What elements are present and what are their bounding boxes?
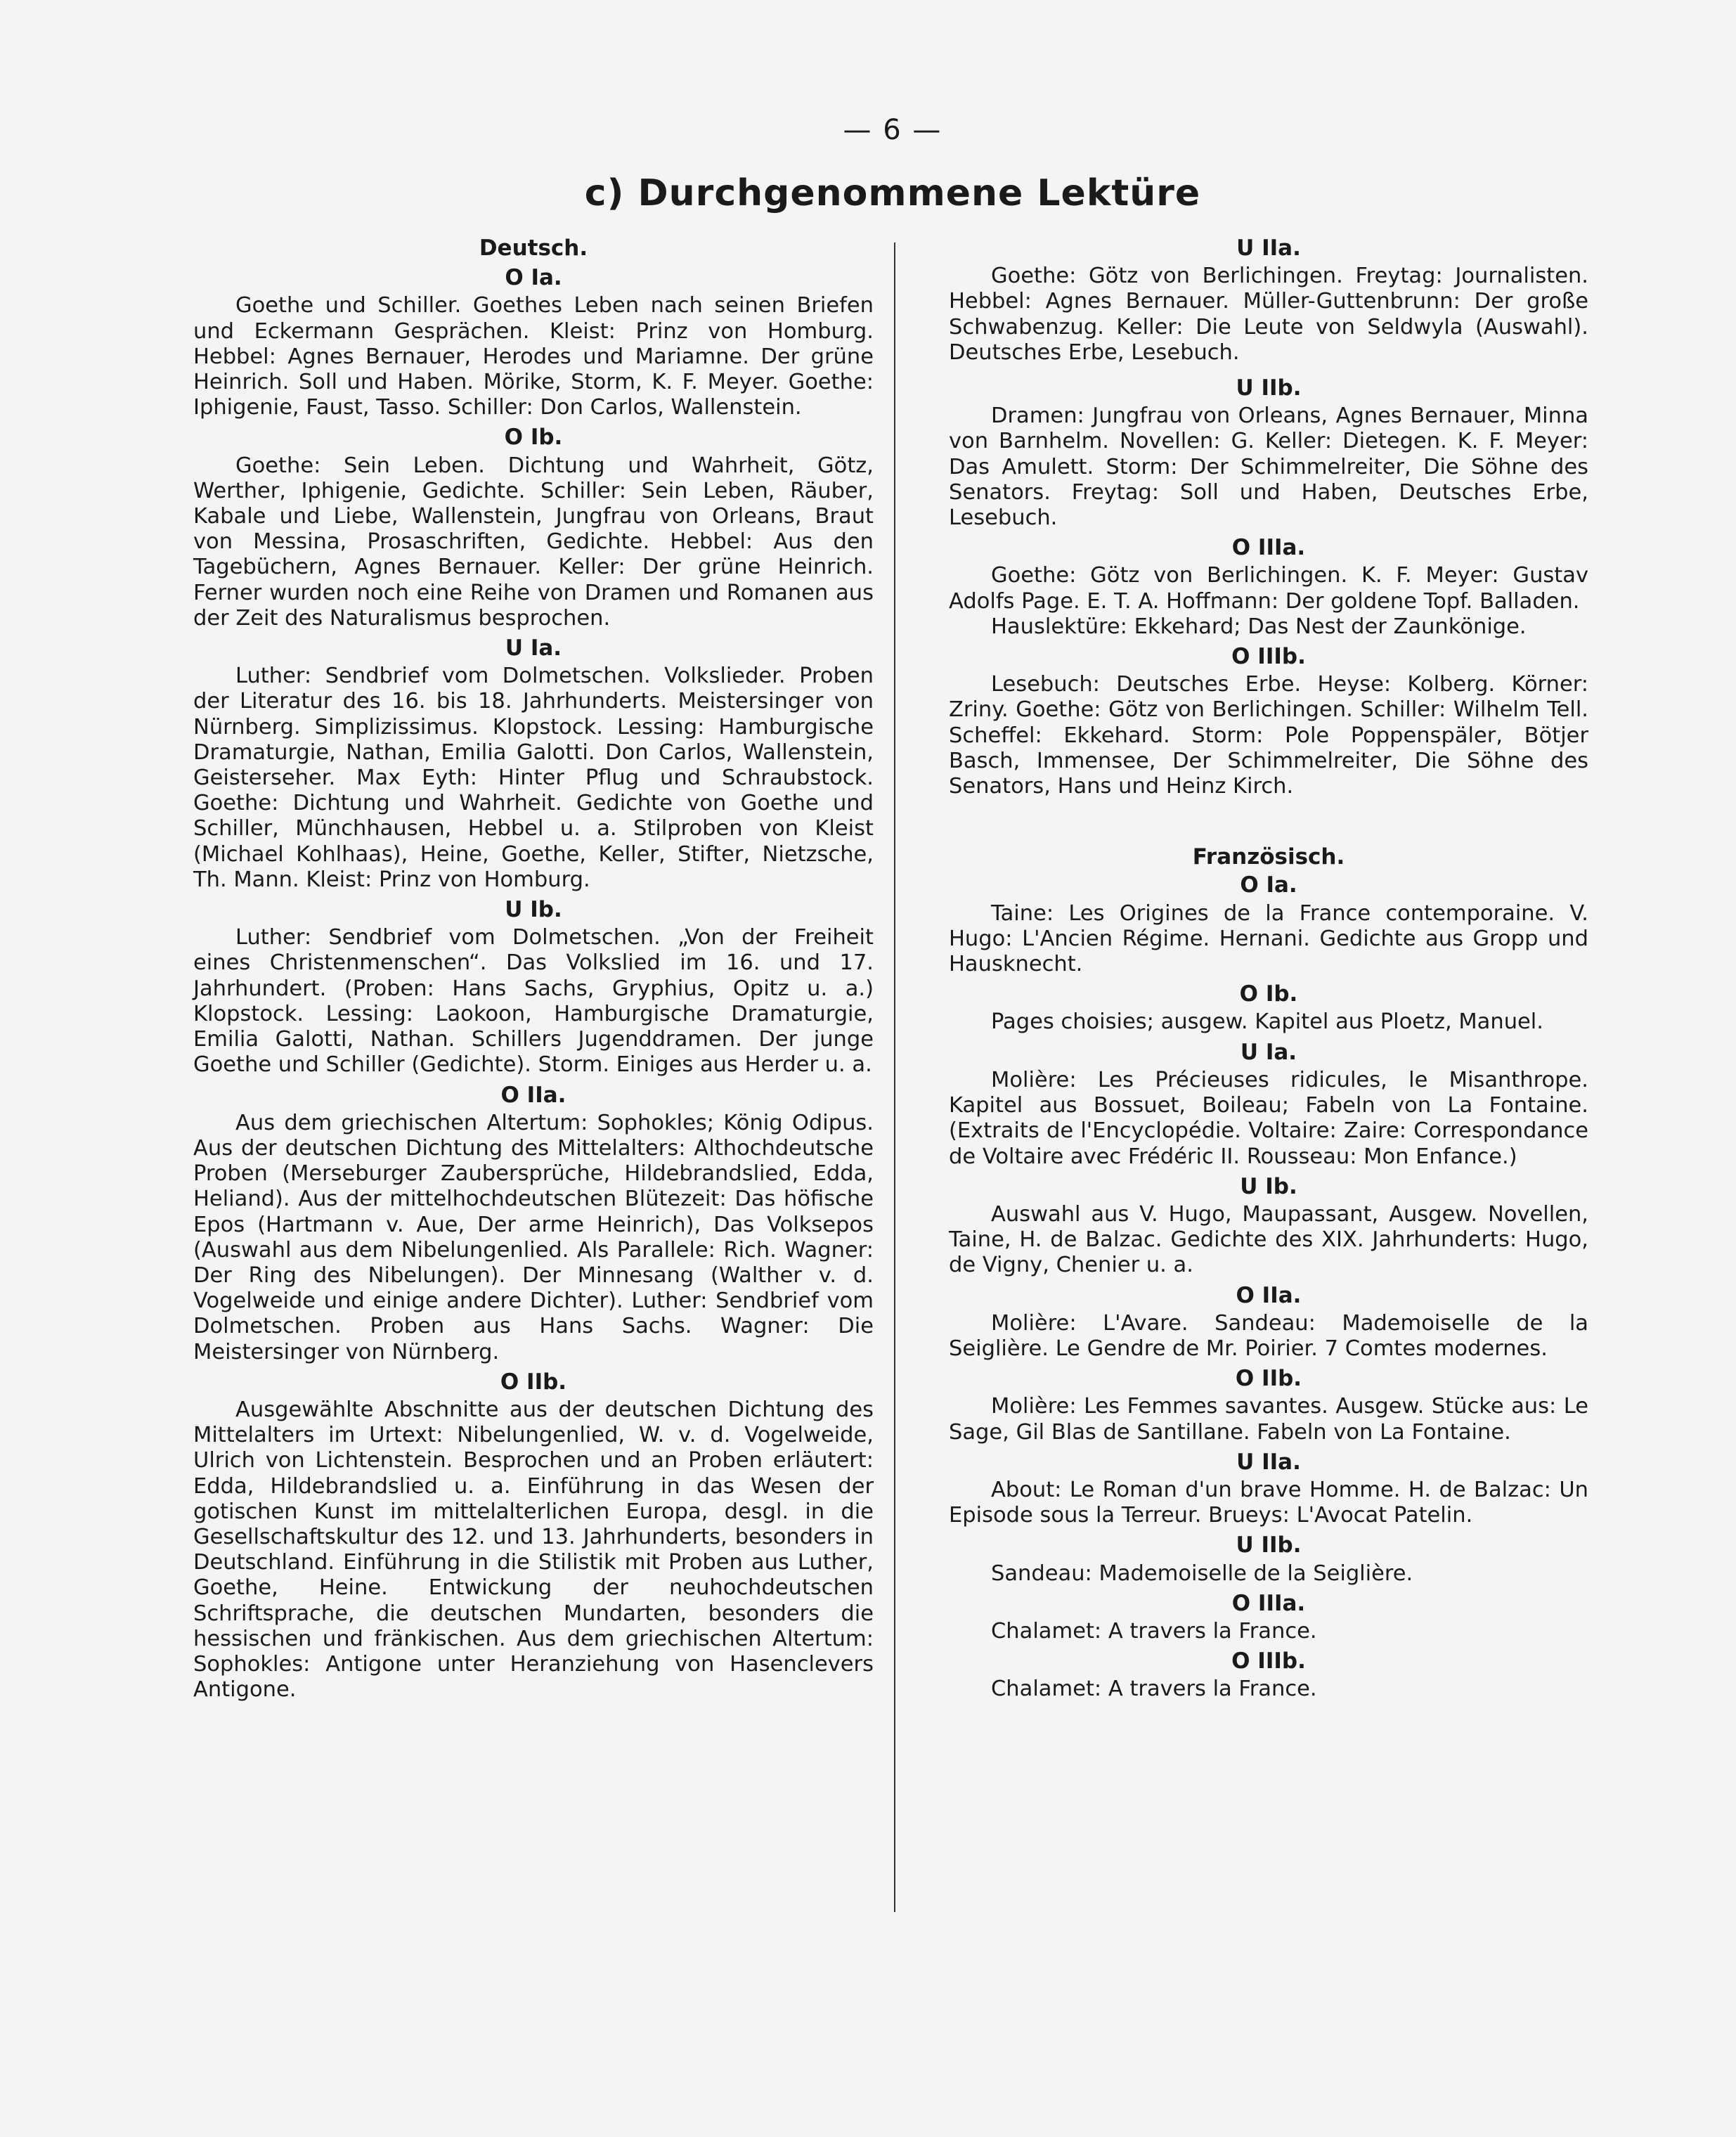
grade-heading: O Ib. <box>1239 981 1298 1007</box>
grade-heading: U IIb. <box>1236 1532 1302 1558</box>
grade-heading: O IIIb. <box>1231 644 1306 670</box>
reading-list: Pages choisies; ausgew. Kapitel aus Ploetz, Manuel. <box>991 1009 1543 1035</box>
grade-heading: O Ia. <box>1240 872 1297 898</box>
franz-section-u-ib <box>949 1174 1588 1279</box>
reading-list: Sandeau: Mademoiselle de la Seiglière. <box>991 1561 1413 1586</box>
franz-section-o-ib <box>949 981 1588 1035</box>
page-title: c) Durchgenommene Lektüre <box>584 172 1201 214</box>
grade-heading: U IIb. <box>1236 375 1302 401</box>
grade-heading: O IIb. <box>500 1369 567 1395</box>
grade-heading: O Ia. <box>505 265 562 291</box>
page-number: — 6 — <box>843 114 943 146</box>
reading-list: Lesebuch: Deutsches Erbe. Heyse: Kolberg. Körner: Zriny. Goethe: Götz von Berlichingen. Schiller: Wilhelm Tell. Scheffel: Ekkehard. Storm: Pole Poppenspäler, Bötjer Basch, Immensee, Der Schimmelreiter, Die Söhne des Senators, Hans und Heinz Kirch. <box>949 672 1588 799</box>
franz-section-o-iiia <box>949 1591 1588 1644</box>
reading-list: Molière: Les Précieuses ridicules, le Misanthrope. Kapitel aus Bossuet, Boileau; Fabeln von La Fontaine. (Extraits de l'Encyclopédie. Voltaire: Zaire: Correspondance de Voltaire avec Frédéric II. Rousseau: Mon Enfance.) <box>949 1067 1588 1169</box>
grade-heading: U Ib. <box>505 897 562 923</box>
right-column <box>949 235 1588 1705</box>
franz-section-o-iia <box>949 1283 1588 1362</box>
reading-list: Aus dem griechischen Altertum: Sophokles; König Odipus. Aus der deutschen Dichtung des Mittelalters: Althochdeutsche Proben (Merseburger Zaubersprüche, Hildebrandslied, Edda, Heliand). Aus der mittelhochdeutschen Blütezeit: Das höfische Epos (Hartmann v. Aue, Der arme Heinrich), Das Volksepos (Auswahl aus dem Nibelungenlied. Als Parallele: Rich. Wagner: Der Ring des Nibelungen). Der Minnesang (Walther v. d. Vogelweide und einige andere Dichter). Luther: Sendbrief vom Dolmetschen. Proben aus Hans Sachs. Wagner: Die Meistersinger von Nürnberg. <box>193 1110 874 1364</box>
grade-heading: O IIa. <box>1236 1282 1302 1308</box>
reading-list: About: Le Roman d'un brave Homme. H. de Balzac: Un Episode sous la Terreur. Brueys: L'Avocat Patelin. <box>949 1477 1588 1528</box>
reading-list: Luther: Sendbrief vom Dolmetschen. „Von der Freiheit eines Christenmenschen“. Das Volkslied im 16. und 17. Jahrhundert. (Proben: Hans Sachs, Gryphius, Opitz u. a.) Klopstock. Lessing: Laokoon, Hamburgische Dramaturgie, Emilia Galotti, Nathan. Schillers Jugenddramen. Der junge Goethe und Schiller (Gedichte). Storm. Einiges aus Herder u. a. <box>193 925 874 1078</box>
deutsch-section-o-iib <box>193 1369 874 1703</box>
reading-list: Goethe: Götz von Berlichingen. K. F. Meyer: Gustav Adolfs Page. E. T. A. Hoffmann: Der goldene Topf. Balladen. <box>949 563 1588 614</box>
grade-heading: U IIa. <box>1236 235 1301 261</box>
reading-list: Molière: L'Avare. Sandeau: Mademoiselle de la Seiglière. Le Gendre de Mr. Poirier. 7 Comtes modernes. <box>949 1310 1588 1361</box>
column-divider <box>894 243 895 1912</box>
home-reading: Hauslektüre: Ekkehard; Das Nest der Zaunkönige. <box>991 614 1527 639</box>
franz-section-o-ia <box>949 872 1588 977</box>
reading-list: Auswahl aus V. Hugo, Maupassant, Ausgew. Novellen, Taine, H. de Balzac. Gedichte des XIX. Jahrhunderts: Hugo, de Vigny, Chenier u. a. <box>949 1201 1588 1278</box>
grade-heading: O IIIa. <box>1231 535 1306 561</box>
deutsch-section-u-ib <box>193 897 874 1078</box>
reading-list: Goethe: Götz von Berlichingen. Freytag: Journalisten. Hebbel: Agnes Bernauer. Müller-Guttenbrunn: Der große Schwabenzug. Keller: Die Leute von Seldwyla (Auswahl). Deutsches Erbe, Lesebuch. <box>949 264 1588 365</box>
deutsch-section-u-iib <box>949 375 1588 531</box>
grade-heading: U Ia. <box>505 635 562 661</box>
grade-heading: U IIa. <box>1236 1449 1301 1475</box>
reading-list: Chalamet: A travers la France. <box>991 1618 1317 1644</box>
franz-section-u-ia <box>949 1040 1588 1170</box>
grade-heading: U Ia. <box>1240 1039 1297 1065</box>
deutsch-section-u-iia <box>949 235 1588 366</box>
reading-list: Taine: Les Origines de la France contemporaine. V. Hugo: L'Ancien Régime. Hernani. Gedichte aus Gropp und Hausknecht. <box>949 900 1588 977</box>
reading-list: Luther: Sendbrief vom Dolmetschen. Volkslieder. Proben der Literatur des 16. bis 18. Jahrhunderts. Meistersinger von Nürnberg. Simplizissimus. Klopstock. Lessing: Hamburgische Dramaturgie, Nathan, Emilia Galotti. Don Carlos, Wallenstein, Geisterseher. Max Eyth: Hinter Pflug und Schraubstock. Goethe: Dichtung und Wahrheit. Gedichte von Goethe und Schiller, Münchhausen, Hebbel u. a. Stilproben von Kleist (Michael Kohlhaas), Heine, Goethe, Keller, Stifter, Nietzsche, Th. Mann. Kleist: Prinz von Homburg. <box>193 664 874 892</box>
deutsch-section-o-iiib <box>949 644 1588 799</box>
franz-section-o-iib <box>949 1366 1588 1445</box>
deutsch-section-o-iia <box>193 1083 874 1365</box>
franz-section-u-iia <box>949 1450 1588 1529</box>
franz-section-o-iiib <box>949 1648 1588 1702</box>
grade-heading: O IIIb. <box>1231 1648 1306 1674</box>
grade-heading: U Ib. <box>1240 1173 1297 1199</box>
deutsch-section-o-iiia <box>949 535 1588 640</box>
reading-list: Goethe und Schiller. Goethes Leben nach seinen Briefen und Eckermann Gesprächen. Kleist: Prinz von Homburg. Hebbel: Agnes Bernauer, Herodes und Mariamne. Der grüne Heinrich. Soll und Haben. Mörike, Storm, K. F. Meyer. Goethe: Iphigenie, Faust, Tasso. Schiller: Don Carlos, Wallenstein. <box>193 293 874 420</box>
left-column <box>193 235 874 1705</box>
grade-heading: O IIb. <box>1235 1366 1302 1392</box>
reading-list: Goethe: Sein Leben. Dichtung und Wahrheit, Götz, Werther, Iphigenie, Gedichte. Schiller: Sein Leben, Räuber, Kabale und Liebe, Wallenstein, Jungfrau von Orleans, Braut von Messina, Prosaschriften, Gedichte. Hebbel: Aus den Tagebüchern, Agnes Bernauer. Keller: Der grüne Heinrich. Ferner wurden noch eine Reihe von Dramen und Romanen aus der Zeit des Naturalismus besprochen. <box>193 453 874 631</box>
deutsch-section-u-ia <box>193 635 874 893</box>
spacer <box>949 802 1588 844</box>
grade-heading: O IIIa. <box>1231 1590 1306 1616</box>
grade-heading: O IIa. <box>500 1082 566 1108</box>
franz-section-u-iib <box>949 1532 1588 1586</box>
grade-heading: O Ib. <box>504 425 563 451</box>
reading-list: Ausgewählte Abschnitte aus der deutschen Dichtung des Mittelalters im Urtext: Nibelungenlied, W. v. d. Vogelweide, Ulrich von Lichtenstein. Besprochen und an Proben erläutert: Edda, Hildebrandslied u. a. Einführung in das Wesen der gotischen Kunst im mittelalterlichen Europa, desgl. in die Gesellschaftskultur des 12. und 13. Jahrhunderts, besonders in Deutschland. Einführung in die Stilistik mit Proben aus Luther, Goethe, Heine. Entwickung der neuhochdeutschen Schriftsprache, die deutschen Mundarten, besonders die hessischen und fränkischen. Aus dem griechischen Altertum: Sophokles: Antigone unter Heranziehung von Hasenclevers Antigone. <box>193 1397 874 1703</box>
subject-heading-deutsch: Deutsch. <box>479 235 588 261</box>
deutsch-section-o-ia <box>193 265 874 420</box>
subject-heading-franzoesisch: Französisch. <box>1192 844 1345 870</box>
reading-list: Dramen: Jungfrau von Orleans, Agnes Bernauer, Minna von Barnhelm. Novellen: G. Keller: Dietegen. K. F. Meyer: Das Amulett. Storm: Der Schimmelreiter, Die Söhne des Senators. Freytag: Soll und Haben, Deutsches Erbe, Lesebuch. <box>949 403 1588 531</box>
reading-list: Chalamet: A travers la France. <box>991 1677 1317 1702</box>
reading-list: Molière: Les Femmes savantes. Ausgew. Stücke aus: Le Sage, Gil Blas de Santillane. Fabeln von La Fontaine. <box>949 1394 1588 1445</box>
deutsch-section-o-ib <box>193 425 874 631</box>
